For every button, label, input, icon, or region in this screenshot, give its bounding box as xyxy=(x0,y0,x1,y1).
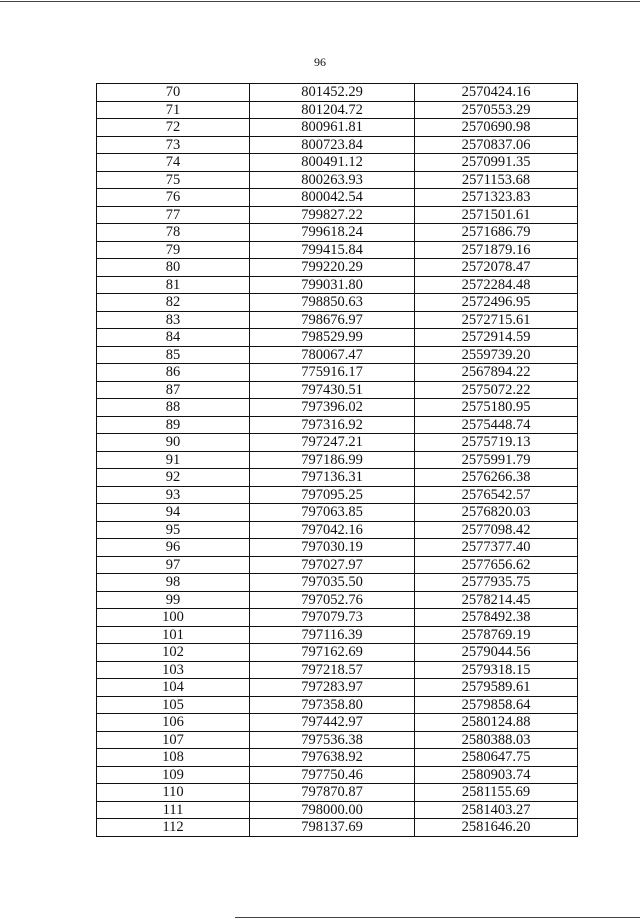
table-row xyxy=(97,224,578,242)
x-coordinate-cell: 798676.97 xyxy=(250,311,415,329)
point-number-cell: 103 xyxy=(97,661,250,679)
table-row xyxy=(97,434,578,452)
y-coordinate-cell: 2572284.48 xyxy=(415,276,578,294)
y-coordinate-cell: 2572715.61 xyxy=(415,311,578,329)
point-number-cell: 89 xyxy=(97,416,250,434)
point-number-cell: 72 xyxy=(97,119,250,137)
x-coordinate-cell: 797750.46 xyxy=(250,766,415,784)
x-coordinate-cell: 797186.99 xyxy=(250,451,415,469)
x-coordinate-cell: 798137.69 xyxy=(250,819,415,837)
y-coordinate-cell: 2572078.47 xyxy=(415,259,578,277)
y-coordinate-cell: 2571323.83 xyxy=(415,189,578,207)
y-coordinate-cell: 2578492.38 xyxy=(415,609,578,627)
x-coordinate-cell: 797079.73 xyxy=(250,609,415,627)
table-row xyxy=(97,346,578,364)
y-coordinate-cell: 2570424.16 xyxy=(415,84,578,102)
x-coordinate-cell: 800042.54 xyxy=(250,189,415,207)
point-number-cell: 110 xyxy=(97,784,250,802)
point-number-cell: 76 xyxy=(97,189,250,207)
x-coordinate-cell: 797218.57 xyxy=(250,661,415,679)
y-coordinate-cell: 2575448.74 xyxy=(415,416,578,434)
table-row xyxy=(97,574,578,592)
table-row xyxy=(97,644,578,662)
y-coordinate-cell: 2577098.42 xyxy=(415,521,578,539)
table-row xyxy=(97,171,578,189)
y-coordinate-cell: 2572914.59 xyxy=(415,329,578,347)
x-coordinate-cell: 797247.21 xyxy=(250,434,415,452)
point-number-cell: 79 xyxy=(97,241,250,259)
y-coordinate-cell: 2575072.22 xyxy=(415,381,578,399)
point-number-cell: 98 xyxy=(97,574,250,592)
x-coordinate-cell: 797027.97 xyxy=(250,556,415,574)
x-coordinate-cell: 800263.93 xyxy=(250,171,415,189)
table-row xyxy=(97,679,578,697)
point-number-cell: 112 xyxy=(97,819,250,837)
y-coordinate-cell: 2572496.95 xyxy=(415,294,578,312)
table-row xyxy=(97,609,578,627)
y-coordinate-cell: 2578214.45 xyxy=(415,591,578,609)
point-number-cell: 78 xyxy=(97,224,250,242)
table-row xyxy=(97,714,578,732)
point-number-cell: 70 xyxy=(97,84,250,102)
table-row xyxy=(97,241,578,259)
point-number-cell: 100 xyxy=(97,609,250,627)
point-number-cell: 94 xyxy=(97,504,250,522)
table-row xyxy=(97,451,578,469)
table-row xyxy=(97,801,578,819)
y-coordinate-cell: 2559739.20 xyxy=(415,346,578,364)
x-coordinate-cell: 797430.51 xyxy=(250,381,415,399)
point-number-cell: 84 xyxy=(97,329,250,347)
y-coordinate-cell: 2570553.29 xyxy=(415,101,578,119)
table-row xyxy=(97,276,578,294)
x-coordinate-cell: 797870.87 xyxy=(250,784,415,802)
x-coordinate-cell: 797162.69 xyxy=(250,644,415,662)
y-coordinate-cell: 2579318.15 xyxy=(415,661,578,679)
table-row xyxy=(97,84,578,102)
x-coordinate-cell: 797442.97 xyxy=(250,714,415,732)
y-coordinate-cell: 2580647.75 xyxy=(415,749,578,767)
point-number-cell: 106 xyxy=(97,714,250,732)
table-row xyxy=(97,381,578,399)
table-row xyxy=(97,399,578,417)
x-coordinate-cell: 798000.00 xyxy=(250,801,415,819)
point-number-cell: 92 xyxy=(97,469,250,487)
y-coordinate-cell: 2579589.61 xyxy=(415,679,578,697)
point-number-cell: 81 xyxy=(97,276,250,294)
point-number-cell: 88 xyxy=(97,399,250,417)
y-coordinate-cell: 2580388.03 xyxy=(415,731,578,749)
table-row xyxy=(97,504,578,522)
point-number-cell: 97 xyxy=(97,556,250,574)
x-coordinate-cell: 797052.76 xyxy=(250,591,415,609)
x-coordinate-cell: 797136.31 xyxy=(250,469,415,487)
y-coordinate-cell: 2571501.61 xyxy=(415,206,578,224)
point-number-cell: 85 xyxy=(97,346,250,364)
point-number-cell: 104 xyxy=(97,679,250,697)
point-number-cell: 90 xyxy=(97,434,250,452)
y-coordinate-cell: 2579044.56 xyxy=(415,644,578,662)
x-coordinate-cell: 799220.29 xyxy=(250,259,415,277)
y-coordinate-cell: 2571153.68 xyxy=(415,171,578,189)
table-row xyxy=(97,539,578,557)
table-row xyxy=(97,626,578,644)
table-row xyxy=(97,749,578,767)
x-coordinate-cell: 797316.92 xyxy=(250,416,415,434)
table-row xyxy=(97,206,578,224)
table-row xyxy=(97,661,578,679)
x-coordinate-cell: 800491.12 xyxy=(250,154,415,172)
point-number-cell: 111 xyxy=(97,801,250,819)
table-row xyxy=(97,259,578,277)
point-number-cell: 96 xyxy=(97,539,250,557)
point-number-cell: 107 xyxy=(97,731,250,749)
table-row xyxy=(97,189,578,207)
point-number-cell: 87 xyxy=(97,381,250,399)
y-coordinate-cell: 2576542.57 xyxy=(415,486,578,504)
scan-edge-top xyxy=(0,1,640,2)
x-coordinate-cell: 797536.38 xyxy=(250,731,415,749)
table-row xyxy=(97,521,578,539)
y-coordinate-cell: 2581403.27 xyxy=(415,801,578,819)
y-coordinate-cell: 2581646.20 xyxy=(415,819,578,837)
table-row xyxy=(97,731,578,749)
table-row xyxy=(97,329,578,347)
table-row xyxy=(97,591,578,609)
scan-edge-bottom xyxy=(235,917,640,918)
point-number-cell: 91 xyxy=(97,451,250,469)
x-coordinate-cell: 797042.16 xyxy=(250,521,415,539)
point-number-cell: 101 xyxy=(97,626,250,644)
y-coordinate-cell: 2575719.13 xyxy=(415,434,578,452)
point-number-cell: 77 xyxy=(97,206,250,224)
y-coordinate-cell: 2570991.35 xyxy=(415,154,578,172)
table-row xyxy=(97,469,578,487)
page-number: 96 xyxy=(314,55,326,69)
y-coordinate-cell: 2580124.88 xyxy=(415,714,578,732)
x-coordinate-cell: 799031.80 xyxy=(250,276,415,294)
x-coordinate-cell: 801452.29 xyxy=(250,84,415,102)
x-coordinate-cell: 797638.92 xyxy=(250,749,415,767)
point-number-cell: 93 xyxy=(97,486,250,504)
table-row xyxy=(97,136,578,154)
x-coordinate-cell: 799415.84 xyxy=(250,241,415,259)
point-number-cell: 105 xyxy=(97,696,250,714)
point-number-cell: 95 xyxy=(97,521,250,539)
x-coordinate-cell: 798850.63 xyxy=(250,294,415,312)
x-coordinate-cell: 775916.17 xyxy=(250,364,415,382)
point-number-cell: 86 xyxy=(97,364,250,382)
point-number-cell: 80 xyxy=(97,259,250,277)
coordinates-table-body xyxy=(97,84,578,837)
table-row xyxy=(97,154,578,172)
y-coordinate-cell: 2575180.95 xyxy=(415,399,578,417)
x-coordinate-cell: 800723.84 xyxy=(250,136,415,154)
point-number-cell: 75 xyxy=(97,171,250,189)
x-coordinate-cell: 799618.24 xyxy=(250,224,415,242)
x-coordinate-cell: 780067.47 xyxy=(250,346,415,364)
point-number-cell: 108 xyxy=(97,749,250,767)
table-row xyxy=(97,819,578,837)
y-coordinate-cell: 2578769.19 xyxy=(415,626,578,644)
x-coordinate-cell: 801204.72 xyxy=(250,101,415,119)
x-coordinate-cell: 799827.22 xyxy=(250,206,415,224)
point-number-cell: 109 xyxy=(97,766,250,784)
table-row xyxy=(97,556,578,574)
x-coordinate-cell: 797095.25 xyxy=(250,486,415,504)
table-row xyxy=(97,416,578,434)
table-row xyxy=(97,766,578,784)
table-row xyxy=(97,486,578,504)
x-coordinate-cell: 798529.99 xyxy=(250,329,415,347)
x-coordinate-cell: 797358.80 xyxy=(250,696,415,714)
point-number-cell: 73 xyxy=(97,136,250,154)
x-coordinate-cell: 797035.50 xyxy=(250,574,415,592)
table-row xyxy=(97,311,578,329)
y-coordinate-cell: 2580903.74 xyxy=(415,766,578,784)
table-row xyxy=(97,364,578,382)
point-number-cell: 82 xyxy=(97,294,250,312)
table-row xyxy=(97,696,578,714)
x-coordinate-cell: 797030.19 xyxy=(250,539,415,557)
y-coordinate-cell: 2567894.22 xyxy=(415,364,578,382)
y-coordinate-cell: 2576820.03 xyxy=(415,504,578,522)
table-row xyxy=(97,784,578,802)
y-coordinate-cell: 2570837.06 xyxy=(415,136,578,154)
y-coordinate-cell: 2581155.69 xyxy=(415,784,578,802)
point-number-cell: 71 xyxy=(97,101,250,119)
point-number-cell: 102 xyxy=(97,644,250,662)
x-coordinate-cell: 800961.81 xyxy=(250,119,415,137)
table-row xyxy=(97,119,578,137)
y-coordinate-cell: 2577656.62 xyxy=(415,556,578,574)
y-coordinate-cell: 2577935.75 xyxy=(415,574,578,592)
y-coordinate-cell: 2579858.64 xyxy=(415,696,578,714)
y-coordinate-cell: 2576266.38 xyxy=(415,469,578,487)
x-coordinate-cell: 797396.02 xyxy=(250,399,415,417)
y-coordinate-cell: 2575991.79 xyxy=(415,451,578,469)
point-number-cell: 99 xyxy=(97,591,250,609)
coordinates-table xyxy=(96,83,578,837)
point-number-cell: 74 xyxy=(97,154,250,172)
y-coordinate-cell: 2570690.98 xyxy=(415,119,578,137)
x-coordinate-cell: 797063.85 xyxy=(250,504,415,522)
x-coordinate-cell: 797116.39 xyxy=(250,626,415,644)
x-coordinate-cell: 797283.97 xyxy=(250,679,415,697)
y-coordinate-cell: 2571879.16 xyxy=(415,241,578,259)
table-row xyxy=(97,101,578,119)
y-coordinate-cell: 2577377.40 xyxy=(415,539,578,557)
point-number-cell: 83 xyxy=(97,311,250,329)
y-coordinate-cell: 2571686.79 xyxy=(415,224,578,242)
table-row xyxy=(97,294,578,312)
